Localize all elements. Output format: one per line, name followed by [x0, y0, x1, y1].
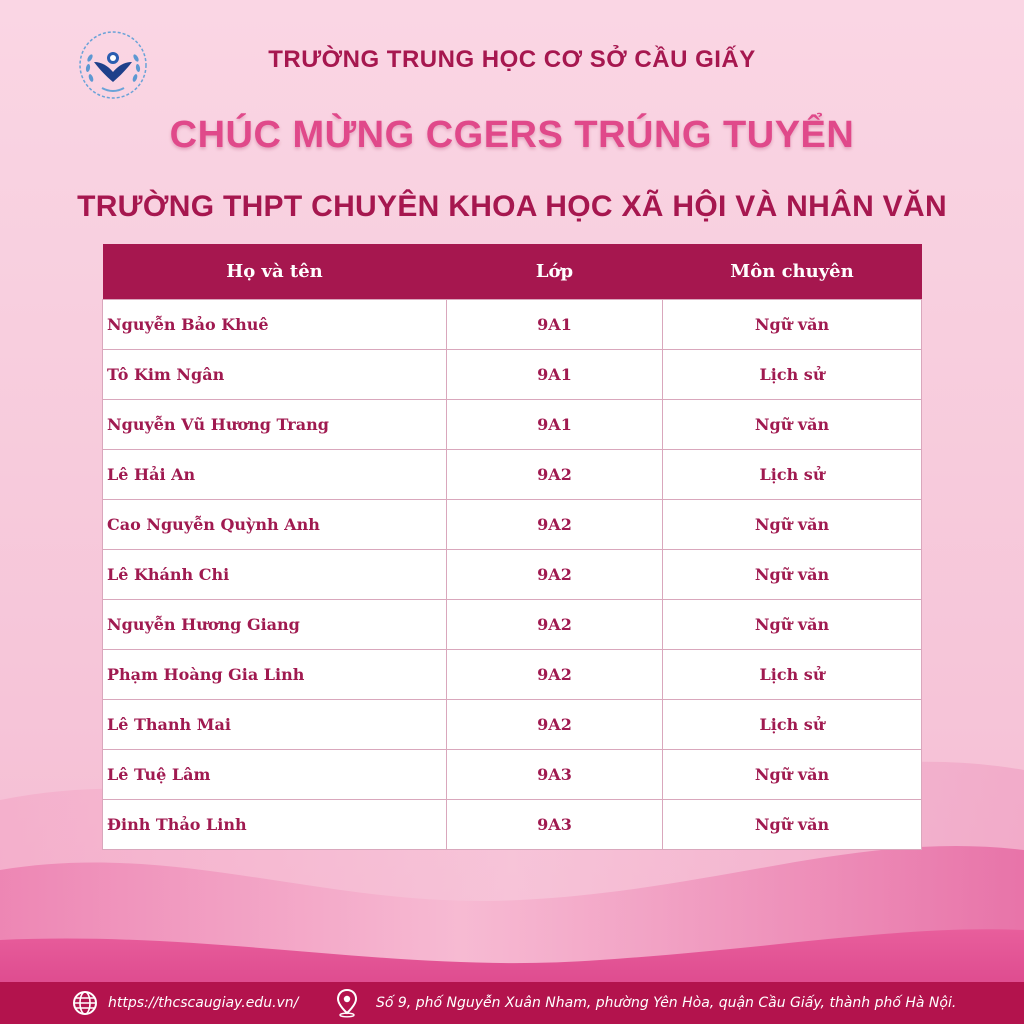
table-header-row	[103, 244, 922, 300]
footer-bar	[0, 982, 1024, 1024]
student-subject: Lịch sử	[663, 650, 922, 700]
website-link[interactable]: https://thcscaugiay.edu.vn/	[108, 995, 299, 1011]
header-subject: Môn chuyên	[663, 244, 922, 300]
student-subject: Lịch sử	[663, 350, 922, 400]
student-subject: Ngữ văn	[663, 600, 922, 650]
student-name: Lê Hải An	[103, 450, 447, 500]
student-subject: Lịch sử	[663, 700, 922, 750]
congrats-title: CHÚC MỪNG CGERS TRÚNG TUYỂN	[169, 114, 855, 156]
student-subject: Lịch sử	[663, 450, 922, 500]
student-subject: Ngữ văn	[663, 800, 922, 850]
student-subject: Ngữ văn	[663, 500, 922, 550]
student-name: Lê Tuệ Lâm	[103, 750, 447, 800]
table-row	[103, 750, 922, 800]
table-row	[103, 350, 922, 400]
footer-website[interactable]	[72, 982, 298, 1024]
table-row	[103, 550, 922, 600]
student-class: 9A2	[447, 600, 663, 650]
student-name: Nguyễn Bảo Khuê	[103, 300, 447, 350]
student-name: Phạm Hoàng Gia Linh	[103, 650, 447, 700]
student-class: 9A2	[447, 650, 663, 700]
student-name: Lê Thanh Mai	[103, 700, 447, 750]
student-subject: Ngữ văn	[663, 300, 922, 350]
student-name: Tô Kim Ngân	[103, 350, 447, 400]
student-class: 9A1	[447, 350, 663, 400]
table-row	[103, 450, 922, 500]
student-class: 9A2	[447, 700, 663, 750]
table-row	[103, 650, 922, 700]
student-class: 9A2	[447, 550, 663, 600]
student-name: Đinh Thảo Linh	[103, 800, 447, 850]
school-name: TRƯỜNG TRUNG HỌC CƠ SỞ CẦU GIẤY	[268, 46, 756, 73]
footer-address	[334, 982, 956, 1024]
student-subject: Ngữ văn	[663, 750, 922, 800]
table-row	[103, 500, 922, 550]
student-class: 9A1	[447, 400, 663, 450]
student-name: Nguyễn Hương Giang	[103, 600, 447, 650]
student-name: Nguyễn Vũ Hương Trang	[103, 400, 447, 450]
table-row	[103, 800, 922, 850]
table-row	[103, 600, 922, 650]
student-class: 9A3	[447, 800, 663, 850]
table-row	[103, 400, 922, 450]
student-class: 9A2	[447, 450, 663, 500]
student-class: 9A1	[447, 300, 663, 350]
student-name: Cao Nguyễn Quỳnh Anh	[103, 500, 447, 550]
results-table	[102, 244, 922, 850]
target-school-title: TRƯỜNG THPT CHUYÊN KHOA HỌC XÃ HỘI VÀ NHÂN VĂN	[77, 190, 947, 223]
header-class: Lớp	[447, 244, 663, 300]
map-pin-icon	[334, 988, 360, 1018]
student-class: 9A2	[447, 500, 663, 550]
address-text: Số 9, phố Nguyễn Xuân Nham, phường Yên Hòa, quận Cầu Giấy, thành phố Hà Nội.	[376, 995, 957, 1011]
table-row	[103, 300, 922, 350]
table-row	[103, 700, 922, 750]
student-class: 9A3	[447, 750, 663, 800]
student-name: Lê Khánh Chi	[103, 550, 447, 600]
header-name: Họ và tên	[103, 244, 447, 300]
globe-icon	[72, 990, 98, 1016]
student-subject: Ngữ văn	[663, 550, 922, 600]
student-subject: Ngữ văn	[663, 400, 922, 450]
